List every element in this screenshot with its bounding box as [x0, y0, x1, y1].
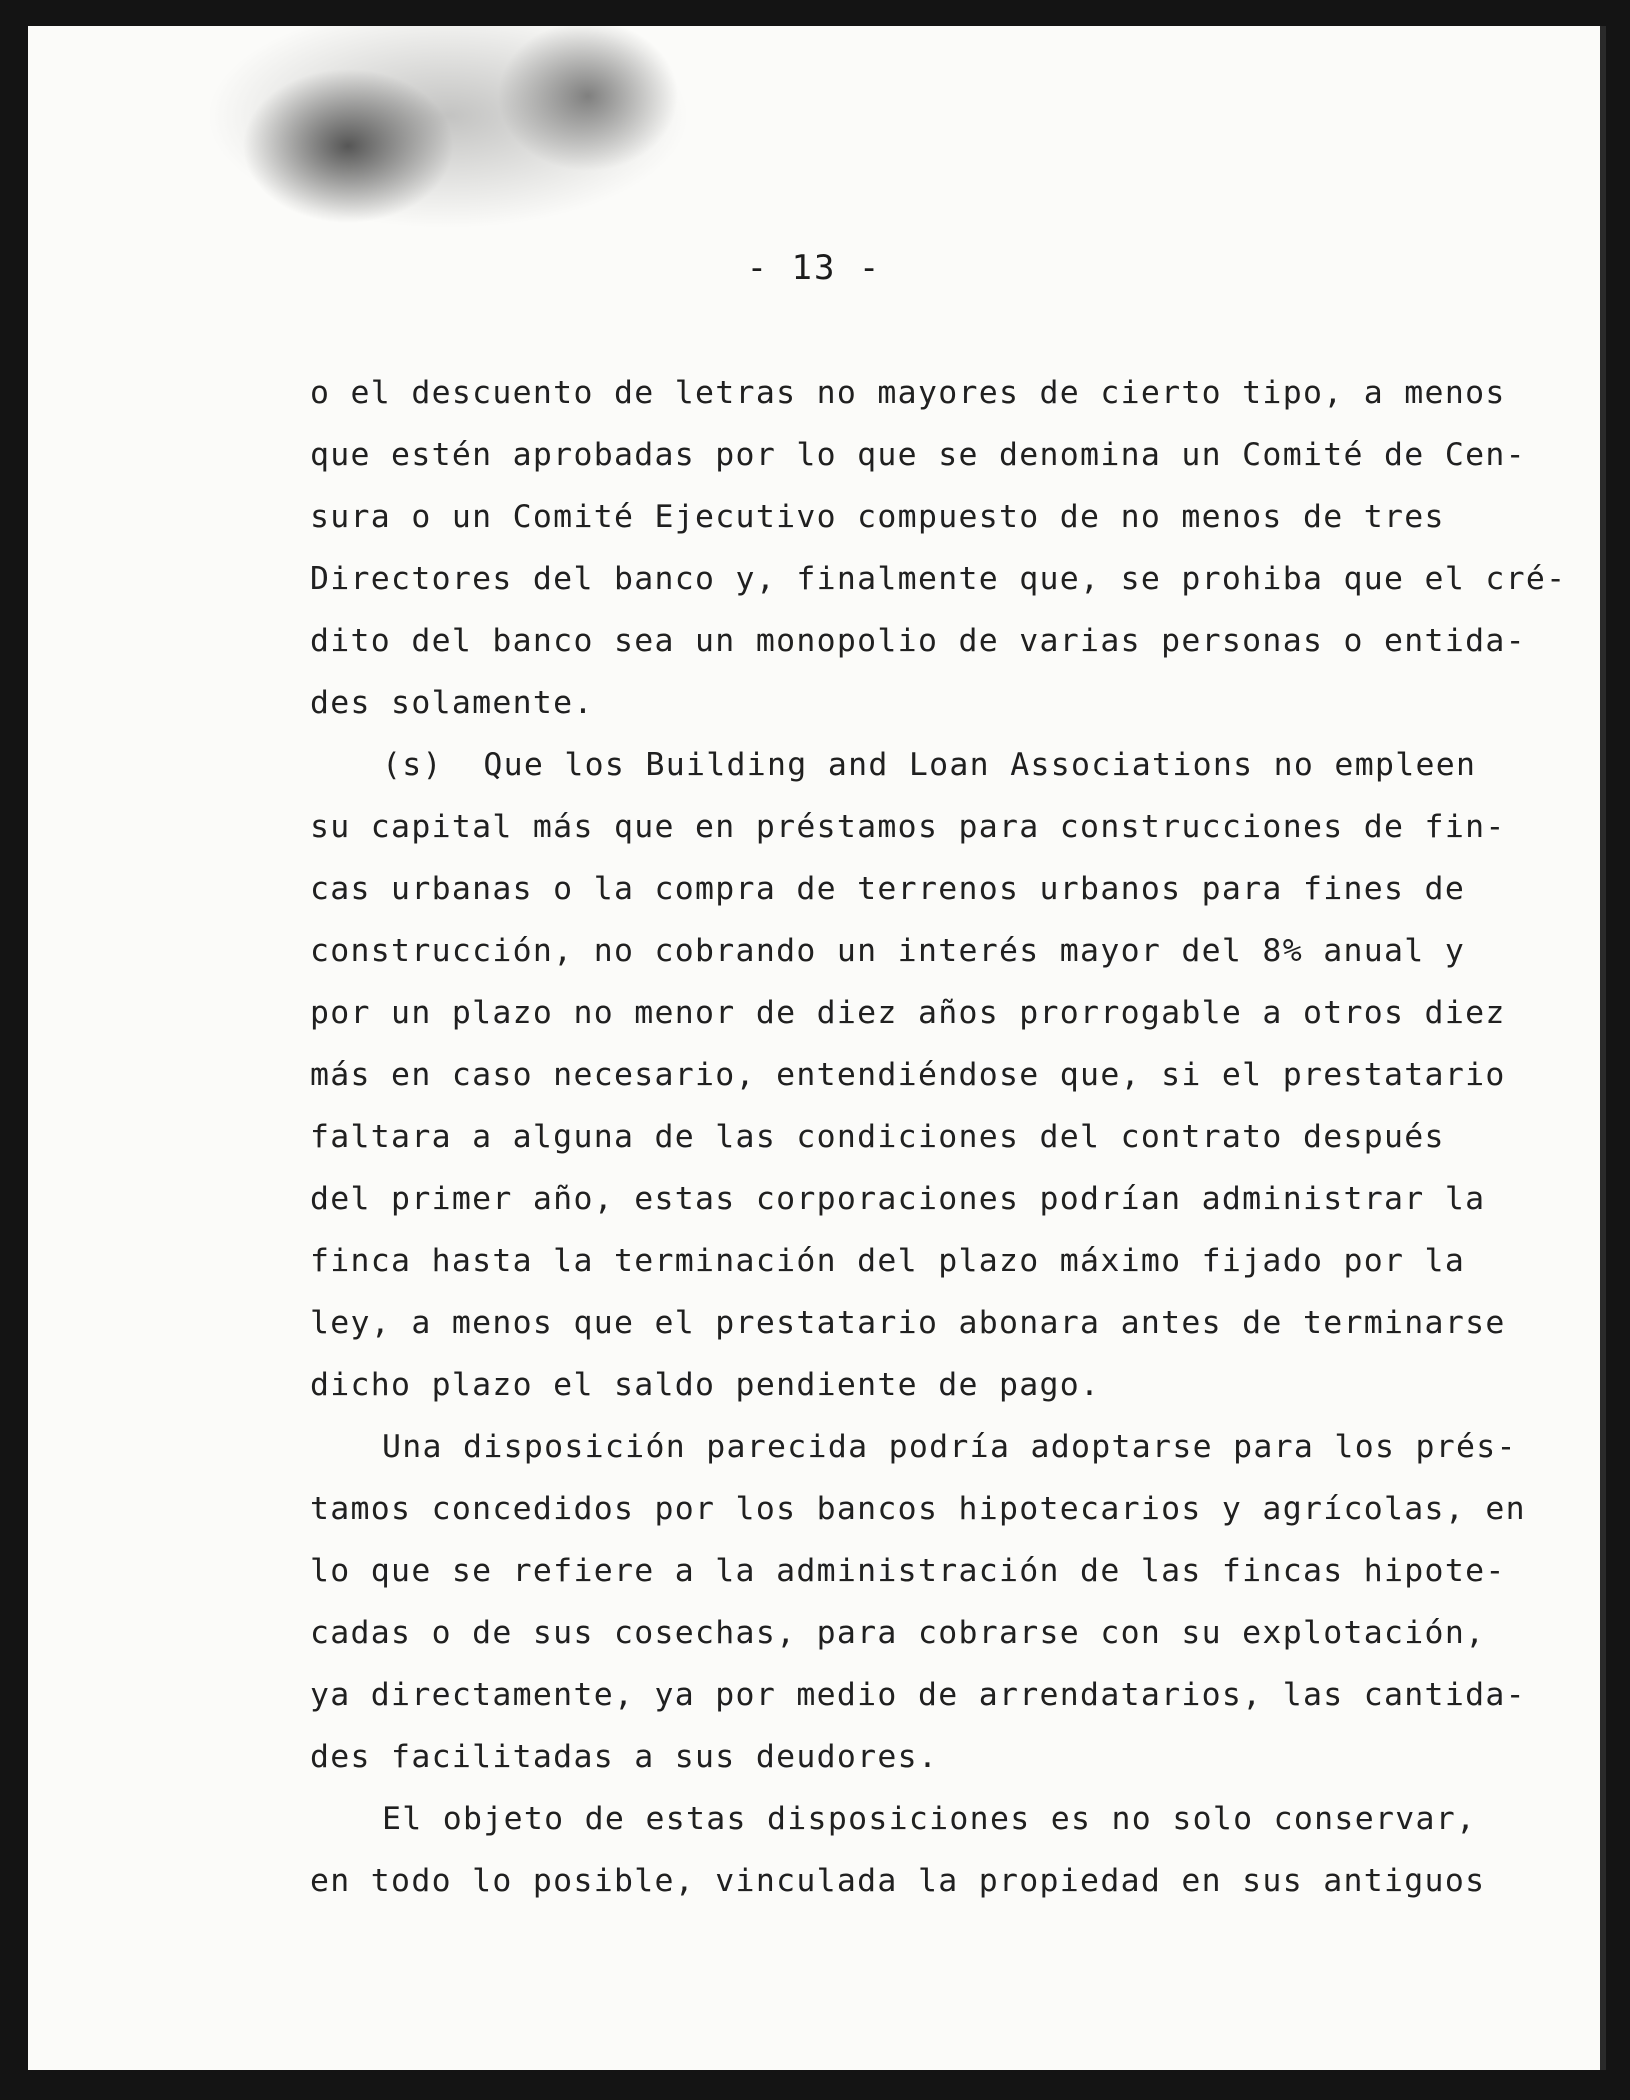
text-line: más en caso necesario, entendiéndose que, si el prestatario: [310, 1057, 1506, 1093]
text-line: cas urbanas o la compra de terrenos urbanos para fines de: [310, 871, 1466, 907]
text-line: dicho plazo el saldo pendiente de pago.: [310, 1367, 1101, 1403]
text-line: construcción, no cobrando un interés mayor del 8% anual y: [310, 933, 1466, 969]
text-line: dito del banco sea un monopolio de varias personas o entida-: [310, 623, 1526, 659]
text-line: faltara a alguna de las condiciones del contrato después: [310, 1119, 1445, 1155]
text-line: tamos concedidos por los bancos hipotecarios y agrícolas, en: [310, 1491, 1526, 1527]
text-line: El objeto de estas disposiciones es no solo conservar,: [382, 1801, 1477, 1837]
page-number: - 13 -: [746, 248, 882, 288]
text-line: que estén aprobadas por lo que se denomina un Comité de Cen-: [310, 437, 1526, 473]
text-line: lo que se refiere a la administración de las fincas hipote-: [310, 1553, 1506, 1589]
text-line: por un plazo no menor de diez años prorrogable a otros diez: [310, 995, 1506, 1031]
text-line: o el descuento de letras no mayores de cierto tipo, a menos: [310, 375, 1506, 411]
text-line: en todo lo posible, vinculada la propiedad en sus antiguos: [310, 1863, 1486, 1899]
text-line: ley, a menos que el prestatario abonara antes de terminarse: [310, 1305, 1506, 1341]
text-line: cadas o de sus cosechas, para cobrarse con su explotación,: [310, 1615, 1486, 1651]
text-line: ya directamente, ya por medio de arrendatarios, las cantida-: [310, 1677, 1526, 1713]
text-line: su capital más que en préstamos para construcciones de fin-: [310, 809, 1506, 845]
text-line: sura o un Comité Ejecutivo compuesto de no menos de tres: [310, 499, 1445, 535]
text-line: finca hasta la terminación del plazo máximo fijado por la: [310, 1243, 1466, 1279]
body-text: [310, 362, 1567, 1912]
text-line: del primer año, estas corporaciones podrían administrar la: [310, 1181, 1486, 1217]
text-line: des solamente.: [310, 685, 594, 721]
document-page: [28, 26, 1606, 2070]
text-line: (s) Que los Building and Loan Associations no empleen: [382, 747, 1477, 783]
text-line: Directores del banco y, finalmente que, se prohiba que el cré-: [310, 561, 1567, 597]
text-line: des facilitadas a sus deudores.: [310, 1739, 939, 1775]
text-line: Una disposición parecida podría adoptarse para los prés-: [382, 1429, 1517, 1465]
